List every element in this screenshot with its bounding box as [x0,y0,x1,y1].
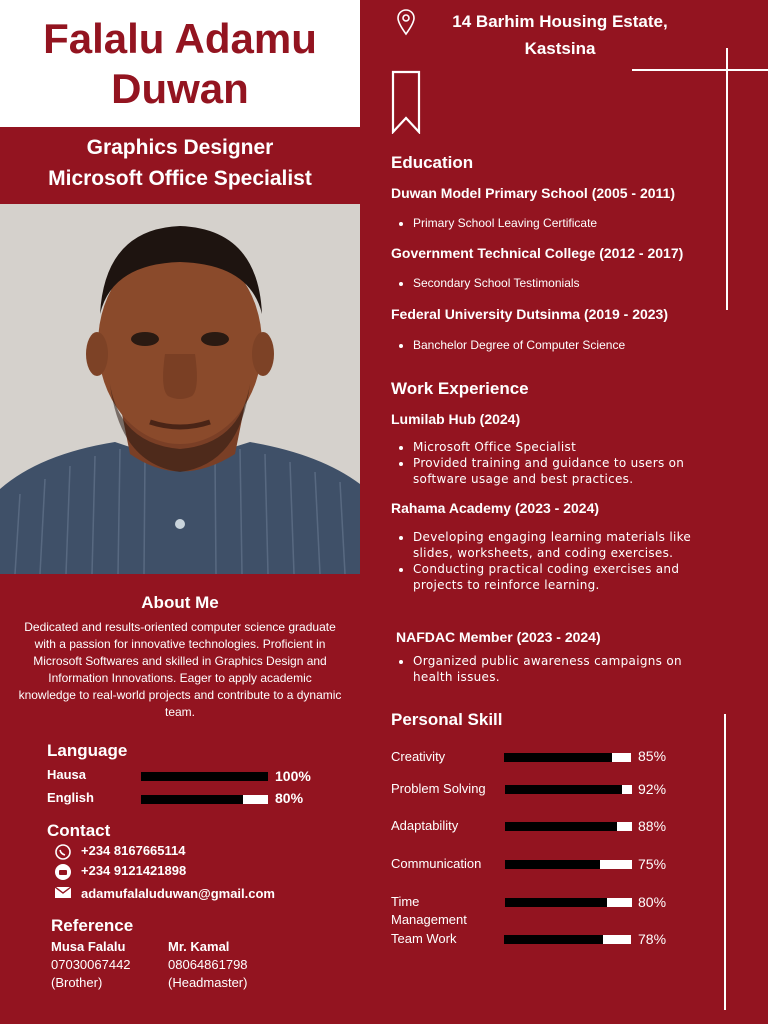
education-detail-3: • Banchelor Degree of Computer Science [391,337,625,353]
skill-team-work-percent: 78% [638,931,667,947]
portrait-illustration [0,204,360,574]
divider-vertical-top [726,48,728,310]
skill-time-management-percent: 80% [638,894,667,910]
skill-team-work-bar [504,935,631,944]
profile-photo [0,204,360,574]
education-school-1: Duwan Model Primary School (2005 - 2011) [391,185,675,201]
full-name: Falalu Adamu Duwan [43,15,317,112]
language-hausa-bar [141,772,268,781]
language-english-bar [141,795,268,804]
skill-time-management-label: Time Management [391,894,467,927]
skill-time-management-bar [505,898,632,907]
skill-problem-solving-label: Problem Solving [391,781,486,796]
education-school-3: Federal University Dutsinma (2019 - 2023) [391,306,669,322]
skill-adaptability-bar [505,822,632,831]
skill-adaptability-label: Adaptability [391,818,459,833]
skills-heading: Personal Skill [391,710,503,729]
skill-team-work-label: Team Work [391,931,457,946]
divider-vertical-bottom [724,714,726,1010]
work-heading: Work Experience [391,379,529,398]
location-pin-icon [396,9,416,41]
education-heading: Education [391,153,474,172]
language-heading: Language [47,741,128,760]
job-title-3: NAFDAC Member (2023 - 2024) [396,629,601,645]
education-school-2: Government Technical College (2012 - 2017) [391,245,684,261]
bookmark-icon [391,70,421,139]
reference-heading: Reference [51,916,134,935]
skill-creativity-label: Creativity [391,749,446,764]
about-heading: About Me [141,593,219,612]
reference-person-2: Mr. Kamal 08064861798 (Headmaster) [168,939,248,990]
skill-creativity-bar [504,753,631,762]
divider-horizontal-top [632,69,768,71]
education-detail-1: • Primary School Leaving Certificate [391,215,597,231]
skill-problem-solving-bar [505,785,632,794]
phone-icon [54,863,72,886]
language-english: English [47,790,94,805]
language-hausa-percent: 100% [275,768,311,784]
email-icon [54,886,72,904]
job-bullets-1: • Microsoft Office Specialist • Provided training and guidance to users on software usage and best practices. [391,439,713,487]
reference-person-1: Musa Falalu 07030067442 (Brother) [51,939,131,990]
language-english-percent: 80% [275,790,304,806]
phone-number-1[interactable]: +234 8167665114 [81,843,186,858]
skill-adaptability-percent: 88% [638,818,667,834]
skill-problem-solving-percent: 92% [638,781,667,797]
job-bullets-2: • Developing engaging learning materials like slides, worksheets, and coding exercises. • Conducting practical coding exercises and projects to reinforce learning. [391,529,713,593]
education-detail-2: • Secondary School Testimonials [391,275,580,291]
email-address[interactable]: adamufalaluduwan@gmail.com [81,886,275,901]
about-text: Dedicated and results-oriented computer science graduate with a passion for innovative technologies. Proficient in Microsoft Softwares and skilled in Graphics Design and Information Innovations. Eager to apply academic knowledge to real-world projects and contribute to a dynamic team. [18,620,342,719]
skill-communication-bar [505,860,632,869]
job-bullets-3: • Organized public awareness campaigns on health issues. [391,653,713,685]
skill-creativity-percent: 85% [638,748,667,764]
contact-heading: Contact [47,821,111,840]
skill-communication-percent: 75% [638,856,667,872]
job-title-1: Lumilab Hub (2024) [391,411,521,427]
address: 14 Barhim Housing Estate, Kastsina [452,12,668,58]
skill-communication-label: Communication [391,856,482,871]
language-hausa: Hausa [47,767,87,782]
job-title-2: Rahama Academy (2023 - 2024) [391,500,600,516]
job-titles: Graphics Designer Microsoft Office Specialist [48,136,312,190]
phone-number-2[interactable]: +234 9121421898 [81,863,187,878]
